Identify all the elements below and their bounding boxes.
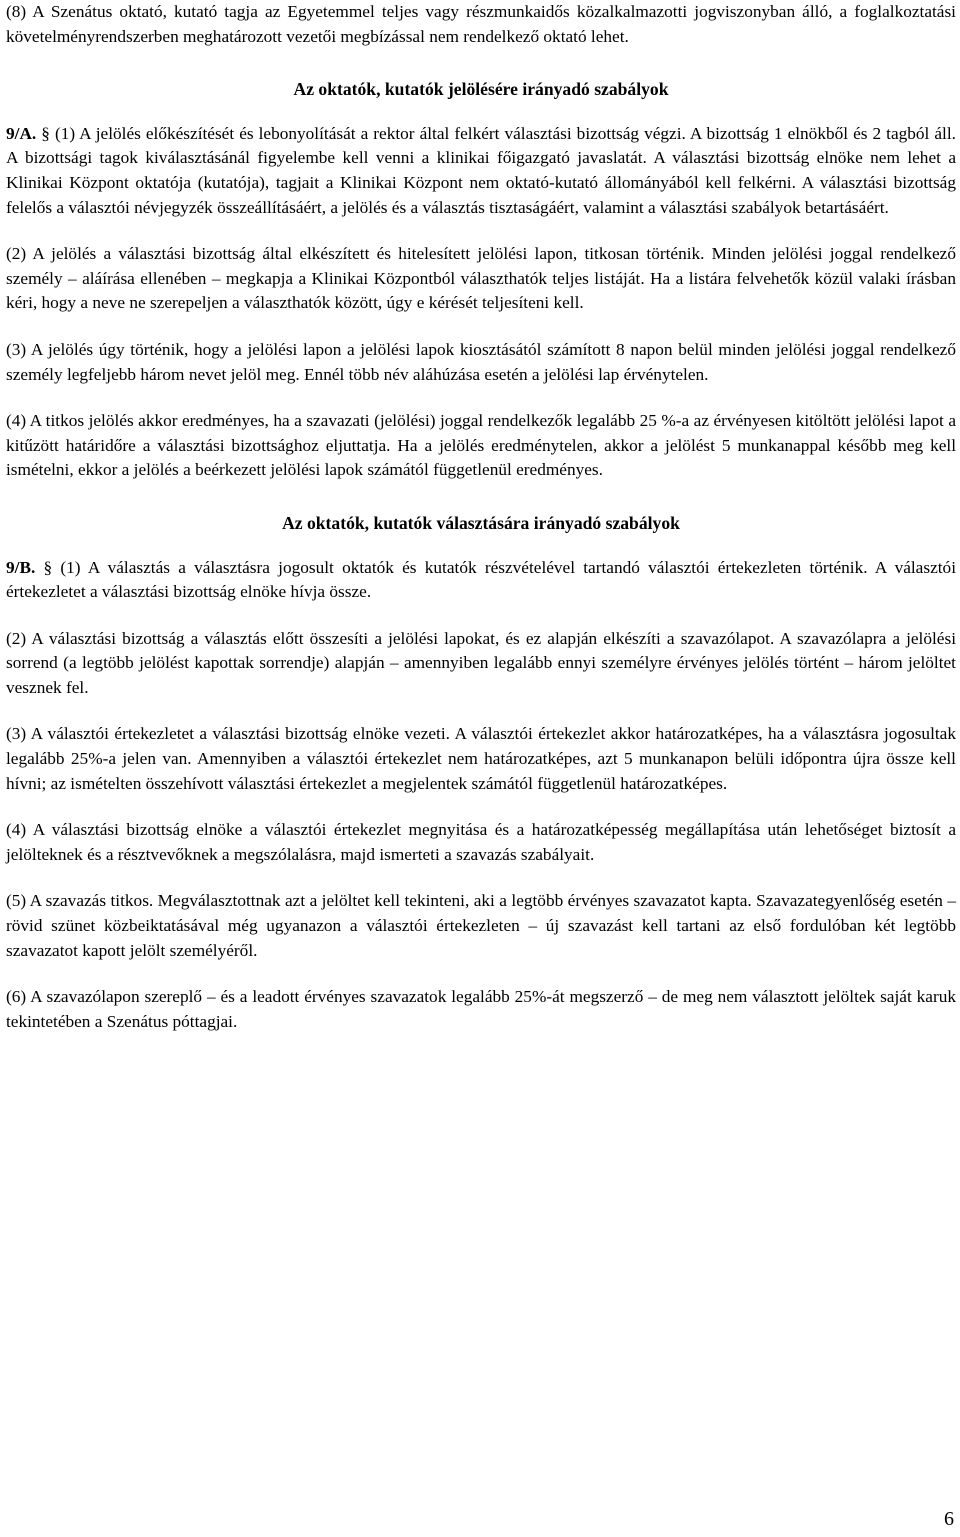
section-number-9a: 9/A.	[6, 123, 37, 143]
section-9a-paragraph-4: (4) A titkos jelölés akkor eredményes, ha a szavazati (jelölési) joggal rendelkezők legalább 25 %-a az érvényesen kitöltött jelölési lapot a kitűzött határidőre a választási bizottsághoz eljuttatja. Ha a jelölés eredménytelen, akkor a jelölést 5 munkanappal később meg kell ismételni, ekkor a jelölés a beérkezett jelölési lapok számától függetlenül eredményes.	[6, 411, 956, 480]
section-9b-paragraph-6: (6) A szavazólapon szereplő – és a leadott érvényes szavazatok legalább 25%-át megszerző – de meg nem választott jelöltek saját karuk tekintetében a Szenátus póttagjai.	[6, 987, 956, 1031]
section-9a-paragraph-2: (2) A jelölés a választási bizottság által elkészített és hitelesített jelölési lapon, titkosan történik. Minden jelölési joggal rendelkező személy – aláírása ellenében – megkapja a Klinikai Központból választhatók teljes listáját. Ha a listára felvehetők közül valaki írásban kéri, hogy a neve ne szerepeljen a választhatók között, úgy e kérését teljesíteni kell.	[6, 244, 956, 313]
section-9a-paragraph-1-text: § (1) A jelölés előkészítését és lebonyolítását a rektor által felkért választási bizottság végzi. A bizottság 1 elnökből és 2 tagból áll. A bizottsági tagok kiválasztásánál figyelembe kell venni a klinikai főigazgató javaslatát. A választási bizottság elnöke nem lehet a Klinikai Központ oktatója (kutatója), tagjait a Klinikai Központ nem oktató-kutató állományából kell felkérni. A választási bizottság felelős a választói névjegyzék összeállításáért, a jelölés és a választás tisztaságáért, valamint a választási szabályok betartásáért.	[6, 123, 956, 217]
heading-election-rules: Az oktatók, kutatók választására irányadó szabályok	[282, 512, 680, 533]
section-9a-paragraph-3: (3) A jelölés úgy történik, hogy a jelölési lapon a jelölési lapok kiosztásától számított 8 napon belül minden jelölési joggal rendelkező személy legfeljebb három nevet jelöl meg. Ennél több név aláhúzása esetén a jelölési lap érvénytelen.	[6, 339, 956, 384]
section-9b-paragraph-1	[6, 556, 956, 605]
page-number: 6	[944, 1508, 954, 1530]
section-9b-paragraph-2: (2) A választási bizottság a választás előtt összesíti a jelölési lapokat, és ez alapján elkészíti a szavazólapot. A szavazólapra a jelölési sorrend (a legtöbb jelölést kapottak sorrendje) alapján – amennyiben legalább ennyi személyre érvényes jelölés történt – három jelöltet vesznek fel.	[6, 628, 956, 697]
section-9a-paragraph-1	[6, 122, 956, 220]
section-9b-paragraph-3: (3) A választói értekezletet a választási bizottság elnöke vezeti. A választói értekezlet akkor határozatképes, ha a választásra jogosultak legalább 25%-a jelen van. Amennyiben a választói értekezlet nem határozatképes, azt 5 munkanapon belüli időpontra újra össze kell hívni; az ismételten összehívott választási értekezlet a megjelentek számától függetlenül határozatképes.	[6, 724, 956, 793]
section-9b-paragraph-1-text: § (1) A választás a választásra jogosult oktatók és kutatók részvételével tartandó választói értekezleten történik. A választói értekezletet a választási bizottság elnöke hívja össze.	[6, 557, 956, 602]
section-number-9b: 9/B.	[6, 557, 36, 577]
section-9b-paragraph-5: (5) A szavazás titkos. Megválasztottnak azt a jelöltet kell tekinteni, aki a legtöbb érvényes szavazatot kapta. Szavazategyenlőség esetén – rövid szünet közbeiktatásával még ugyanazon a választói értekezleten – új szavazást kell tartani az első fordulóban két legtöbb szavazatot kapott jelölt személyéről.	[6, 891, 956, 960]
heading-nomination-rules: Az oktatók, kutatók jelölésére irányadó szabályok	[293, 79, 669, 100]
document-page	[6, 0, 956, 1034]
paragraph-8: (8) A Szenátus oktató, kutató tagja az Egyetemmel teljes vagy részmunkaidős közalkalmazotti jogviszonyban álló, a foglalkoztatási követelményrendszerben meghatározott vezetői megbízással nem rendelkező oktató lehet.	[6, 2, 956, 46]
section-9b-paragraph-4: (4) A választási bizottság elnöke a választói értekezlet megnyitása és a határozatképesség megállapítása után lehetőséget biztosít a jelölteknek és a résztvevőknek a megszólalásra, majd ismerteti a szavazás szabályait.	[6, 820, 956, 864]
